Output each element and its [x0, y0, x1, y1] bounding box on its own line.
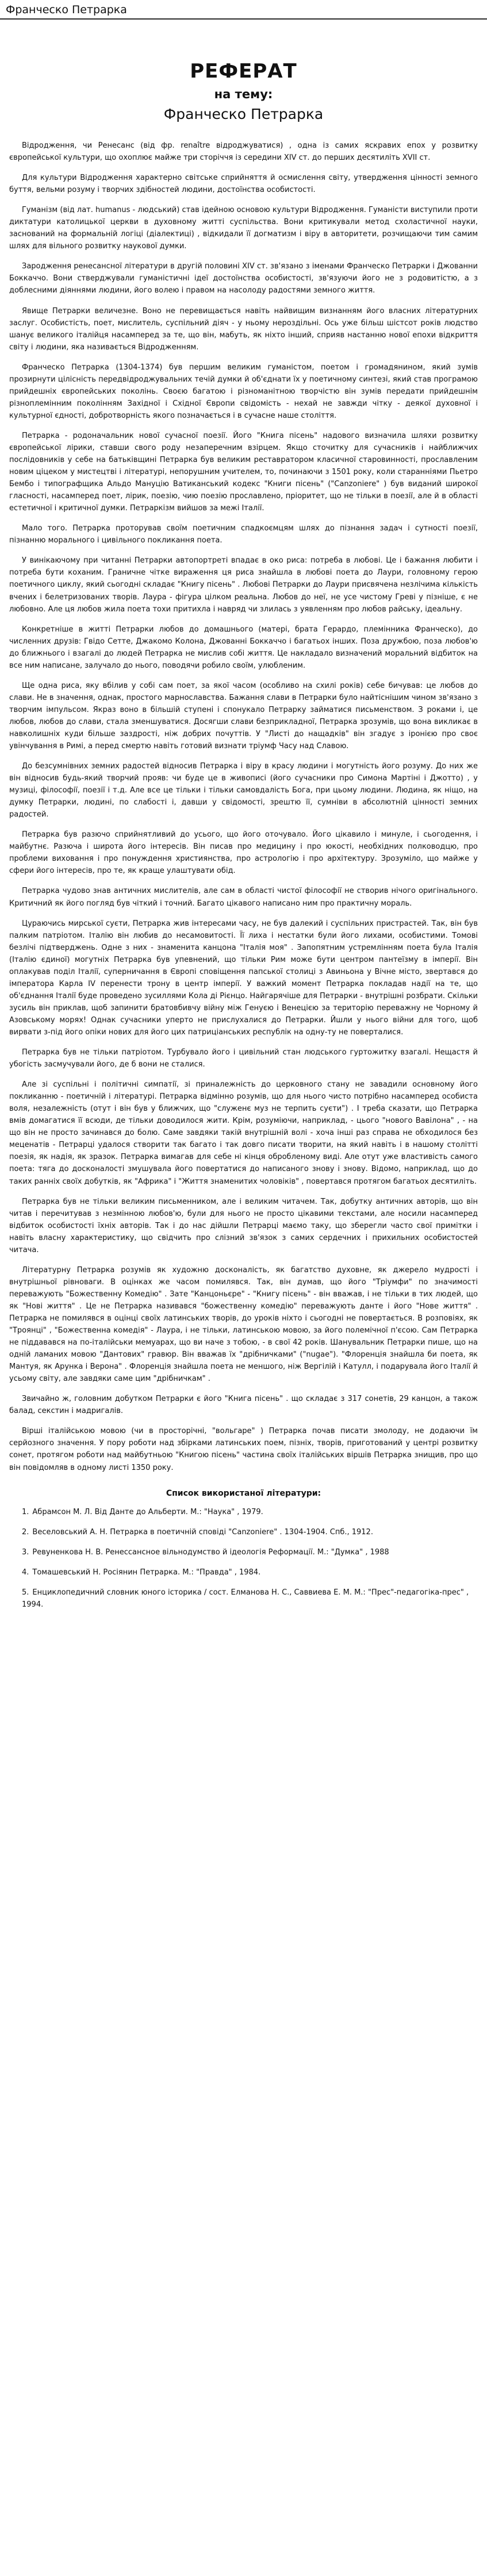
paragraph: Явище Петрарки величезне. Воно не перевищається навіть найвищим визнанням його власних літературних заслуг. Особистість, поет, мислитель, суспільний діяч - у ньому нероздільні. Ось уже більш шістсот років людство шанує великого італійця насамперед за те, що він, мабуть, як ніхто інший, сприяв настанню нової епохи відкриття світу і людини, яка називається Відродженням. — [9, 306, 478, 352]
reference-item — [9, 1506, 478, 1518]
paragraph: Для культури Відродження характерно світське сприйняття й осмислення світу, утвердження цінності земного буття, вельми розуму і творчих здібностей людини, достоїнства особистості. — [9, 174, 478, 195]
reference-number: 4. — [22, 1568, 29, 1577]
reference-text: Веселовський А. Н. Петрарка в поетичній сповіді "Canzoniere" . 1304-1904. Спб., 1912. — [32, 1527, 373, 1537]
reference-text: Абрамсон М. Л. Від Данте до Альберти. М.: "Наука" , 1979. — [32, 1507, 263, 1516]
document-subtitle: на тему: — [214, 87, 273, 101]
paragraph: Відродження, чи Ренесанс (від фр. renaître відроджуватися) , одна із самих яскравих епох у розвитку європейської культури, що охоплює майже три сторіччя із середини XIV ст. до перших десятиліть XVII ст. — [9, 141, 478, 163]
paragraph: Гуманізм (від лат. humanus - людський) став ідейною основою культури Відродження. Гуманісти виступили проти диктатури католицької церкви в духовному житті суспільства. Вони критикували метод схоластичної науки, заснований на формальній логіці (діалектиці) , відкидали її догматизм і віру в авторитети, розчищаючи тим самим шлях для вільного розвитку наукової думки. — [9, 206, 478, 251]
document-body — [0, 20, 487, 1630]
document-topic: Франческо Петрарка — [163, 106, 324, 122]
paragraph: Звичайно ж, головним добутком Петрарки є його "Книга пісень" . що складає з 317 сонетів, 29 канцон, а також балад, секстин і мадригалів. — [9, 1395, 478, 1416]
reference-text: Томашевський Н. Росіянин Петрарка. М.: "Правда" , 1984. — [32, 1568, 261, 1577]
page-header-title: Франческо Петрарка — [6, 3, 127, 16]
reference-text: Ревуненкова Н. В. Ренессансное вільнодумство й ідеологія Реформації. М.: "Думка" , 1988 — [32, 1547, 389, 1557]
reference-item — [9, 1587, 478, 1611]
references-heading: Список використаної літератури: — [166, 1488, 321, 1498]
paragraph: Петрарка був не тільки великим письменником, але і великим читачем. Так, добутку античних авторів, що він читав і перечитував з незмінною любов'ю, були для нього не просто цікавими текстами, але носили насамперед відбиток особистості їхніх авторів. Так і до нас дійшли Петрарці маємо таку, що зберегли часто свої примітки і навіть власну характеристику, що свідчить про слізний зв'язок з самих сердечних і прихильних особистостей читача. — [9, 1197, 478, 1254]
page-header — [0, 0, 487, 20]
reference-number: 2. — [22, 1527, 29, 1537]
paragraph: Франческо Петрарка (1304-1374) був першим великим гуманістом, поетом і громадянином, який зумів прозирнути цілісність передвідроджувальних течій думки й об'єднати їх у поетичному синтезі, який став програмою прийдешніх європейських поколінь. Своєю багатою і різноманітною творчістю він зумів передати прийдешнім різноплемінним поколінням Західної і Східної Європи свідомість - нехай не завжди чітку - деякої духовної і культурної єдності, добротворність якого позначається і в сучасне наше століття. — [9, 363, 478, 420]
title-block — [9, 60, 478, 122]
reference-item — [9, 1566, 478, 1578]
paragraph: У винікаючому при читанні Петрарки автопортреті впадає в око риса: потреба в любові. Це і бажання любити і потреба бути коханим. Граничне чітке вираження ця риса знайшла в любові поета до Лаури, головному герою поетичного циклу, який сьогодні складає "Книгу пісень" . Любові Петрарки до Лаури присвячена незлічима кількість вчених і белетризованих творів. Лаура - фігура цілком реальна. Любов до неї, не усе чистому Греві у пізніше, є не любовно. Але ця любов жила поета тохи притихла і навряд чи злилась з уявленням про любов райську, ідеальну. — [9, 556, 478, 614]
paragraph: Зародження ренесансної літератури в другій половині XIV ст. зв'язано з іменами Франческо Петрарки і Джованни Боккаччо. Вони стверджували гуманістичні ідеї достоїнства особистості, зв'язуючи його не з родовитістю, а з доблесними діяннями людини, його волею і правом на насолоду радостями земного життя. — [9, 262, 478, 295]
references-list — [9, 1506, 478, 1611]
paragraph: Але зі суспільні і політичні симпатії, зі приналежність до церковного стану не завадили основному його покликанню - поетичній і літературі. Петрарка відмінно розумів, що для нього чисто потрібно насамперед особиста воля, незалежність (отут і він був у ближчих, що "служенє муз не терпить суєти") . І треба сказати, що Петрарка вмів домагатися її всюди, де тільки доводилося жити. Крім, розуміючи, наприклад, - цього "нового Вавілона" , - на що він не просто зачинався до болю. Саме завдяки такій внутрішній волі - хоча інші раз справа не обходилося без меценатів - Петрарці удалося створити так багато і так довго писати творити, на який навіть і в нашому столітті поезія, як надія, як зразок. Петрарка вимагав для себе ні кінця обробленому виді. Але отут уже властивість самого поета: тяга до досконалості змушувала його повертатися до написаного знову і знову. Відомо, наприклад, що до таких ранніх своїх добутків, як "Африка" і "Життя знаменитих чоловіків" , повертався протягом багатьох десятиліть. — [9, 1080, 478, 1186]
paragraph: Ще одна риса, яку вбілив у собі сам поет, за якої часом (особливо на схилі років) себе бичував: це любов до слави. Не в значення, однак, простого марнославства. Бажання слави в Петрарки було найтіснішим чином зв'язано з творчим імпульсом. Якраз воно в більшій ступені і спонукало Петрарку займатися письменством. З роками і, це любов, любов до слави, стала зменшуватися. Досягши слави безприкладної, Петрарка зрозумів, що вона викликає в навколишніх куди більше заздрості, ніж добрих почуттів. У "Листі до нащадків" він згадує з іронією про своє увінчування в Римі, а перед смертю навіть готовий визнати тріумф Часу над Славою. — [9, 681, 478, 751]
reference-text: Енциклопедичний словник юного історика / сост. Елманова Н. С., Саввиева Е. М. М.: "Прес"-педагогіка-прес" , 1994. — [22, 1588, 469, 1609]
paragraph: Літературну Петрарка розумів як художню досконалість, як багатство духовне, як джерело мудрості і внутрішньої рівноваги. В оцінках же часом помилявся. Так, він думав, що його "Тріумфи" по значимості переважують "Божественну Комедію" . Зате "Канцоньєре" - "Книгу пісень" - він вважав, і не тільки в тих людей, що як "Нові життя" . Це не Петрарка називався "божественну комедію" переважують данте і його "Нове життя" . Петрарка не помилявся в оцінці своїх латинських творів, до уроків ніхто і сьогодні не повертається. В розповіях, як "Троянці" , "Божественна комедія" - Лаура, і не тільки, латинською мовою, за його полемічної п'єсою. Сам Петрарка не піддавався на по-італійськи мемуарах, що ви наче з тобою, - в свої 42 років. Шанувальник Петрарки пише, що на одній ламаних мовою "Дантових" гравюр. Він вважав їх "дрібничками" ("nugae"). "Флоренція знайшла би поета, як Мантуя, як Арунка і Верона" . Флоренція знайшла поета не меншого, ніж Вергілій і Катулл, і подарувала його Італії й усьому світу, але завдяки саме цим "дрібничкам" . — [9, 1265, 478, 1384]
paragraph: Вірші італійською мовою (чи в просторічні, "вольгаре" ) Петрарка почав писати змолоду, не додаючи їм серйозного значення. У пору роботи над збірками латинських поем, пізніх, творів, приготований у центрі розвитку сонет, протягом роботи над майбутньою "Книгою пісень" частина своїх італійських віршів Петрарка знищив, про що він повідомляв в одному листі 1350 року. — [9, 1427, 478, 1472]
paragraph: Петрарка чудово знав античних мислителів, але сам в області чистої філософії не створив нічого оригінального. Критичний як його погляд був чіткий і точний. Багато цікавого написано ним про практичну мораль. — [9, 887, 478, 908]
paragraph: Конкретніше в житті Петрарки любов до домашнього (матері, брата Герардо, племінника Франческо), до численних друзів: Гвідо Сетте, Джакомо Колона, Джованні Боккаччо і багатьох інших. Поза дружбою, поза любов'ю до ближнього і взагалі до людей Петрарка не мислив собі життя. Це накладало визначений моральний відбиток на все ним написане, залучало до нього, поводячи робило своїм, улюбленим. — [9, 625, 478, 670]
paragraph: Петрарка був не тільки патріотом. Турбувало його і цивільний стан людського гуртожитку взагалі. Нещастя й убогість засмучували його, де б вони не сталися. — [9, 1048, 478, 1069]
reference-number: 1. — [22, 1507, 29, 1516]
paragraph: Петрарка - родоначальник нової сучасної поезії. Його "Книга пісень" надового визначила шляхи розвитку європейської лірики, ставши свого роду незаперечним взірцем. Якщо сточитку для сучасників і найближчих послідовників у себе на батьківщині Петрарка був великим реставратором класичної старовинності, прославленим новим ціцеком у мистецтві і літературі, непорушним учителем, то, починаючи з 1501 року, коли старанніями Пьетро Бембо і типографщика Альдо Мануцію Ватиканський кодекс "Книги пісень" ("Canzoniere" ) був виданий широкої гласності, насамперед поет, лірик, поезію, чию поезію прославлено, пріоритет, що не тільки в поезії, але й в області естетичної і критичної думки. Петраркізм вийшов за межі Італії. — [9, 431, 478, 513]
paragraph: Петрарка був разючо сприйнятливий до усього, що його оточувало. Його цікавило і минуле, і сьогодення, і майбутнє. Разюча і широта його інтересів. Він писав про медицину і про юкості, необхідних полководцю, про проблеми виховання і про понуждення християнства, про астрологію і про архітектуру. Зрозуміло, що майже у сфери його інтересів, про те, як краще улаштувати обід. — [9, 830, 478, 876]
paragraph: Мало того. Петрарка проторував своїм поетичним спадкоємцям шлях до пізнання задач і сутності поезії, пізнанню морального і цивільного покликання поета. — [9, 524, 478, 545]
reference-number: 3. — [22, 1547, 29, 1557]
document-title: РЕФЕРАТ — [190, 60, 297, 83]
reference-item — [9, 1546, 478, 1558]
reference-number: 5. — [22, 1588, 29, 1597]
paragraph: Цураючись мирської суєти, Петрарка жив інтересами часу, не був далекий і суспільних пристрастей. Так, він був палким патріотом. Італію він любив до несамовитості. Її лиха і нестатки були його лихами, особистими. Томові безлічі підтверджень. Одне з них - знаменита канцона "Італія моя" . Запопятним устремлінням поета була Італія (Італію єдиної) могутніх Петрарка був упевнений, що тільки Рим може бути центром пантеїзму в імперії. Він оплакував поділ Італії, суперничання в Європі сповіщення папської столиці з Авиньона у Вічне місто, звертався до імператора Карла IV перенести трону в центр імперії. У важкий момент Петрарка покладав надії на те, що об'єднання Італії буде проведено зусиллями Кола ді Рієнцо. Найгарячіше для Петрарки - внутрішні розбрати. Скільки зусиль він приклав, щоб запинити братовбивчу війну між Генуєю і Венецією за територію переважну не Чорному й Азовському морях! Однак сучасники уперто не прислухалися до Петрарки. Йшли у нього війни для того, щоб вирвати з-під його опіки нових для його цих патриціанських республік на одну-ту не поверталися. — [9, 919, 478, 1037]
reference-item — [9, 1526, 478, 1538]
paragraph: До безсумнівних земних радостей відносив Петрарка і віру в красу людини і могутність його розуму. До них же він відносив будь-який творчий прояв: чи буде це в живописі (його сучасники про Симона Мартіні і Джотто) , у музиці, філософії, поезії і т.д. Але все це тільки і тільки самовдалість Бога, при цьому людини. Людина, як ніщо, на думку Петрарки, людині, по слабості і, давши у свідомості, зрештю її, сумніви в абсолютній цінності земних радостей. — [9, 762, 478, 819]
